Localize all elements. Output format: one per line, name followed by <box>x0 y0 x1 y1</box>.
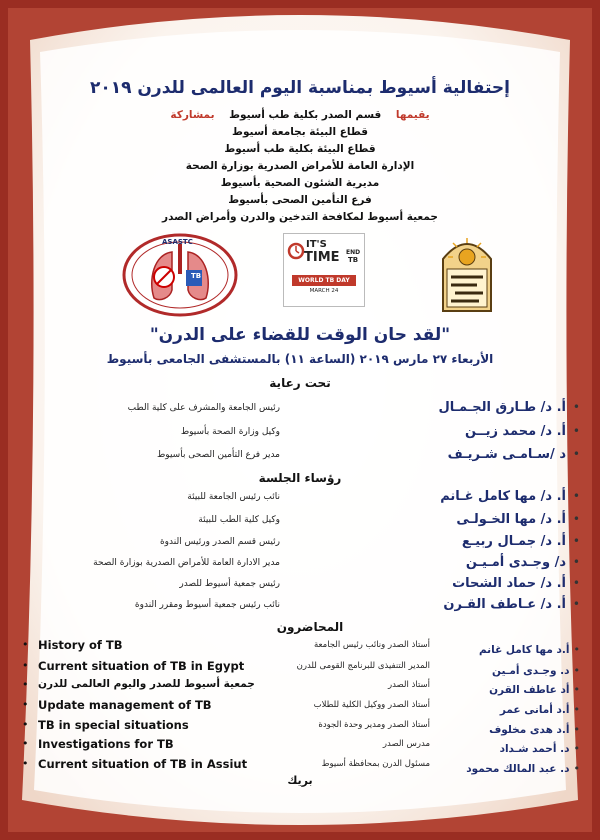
tb-badge-text: TB <box>190 272 202 280</box>
lecturer-role: أستاذ الصدر ونائب رئيس الجامعة <box>313 640 430 650</box>
world-tb-day-date: MARCH 24 <box>309 288 339 294</box>
bullet: • <box>22 659 29 672</box>
lecturer-role: مسئول الدرن بمحافظة أسيوط <box>321 759 430 769</box>
chair-row <box>60 555 580 573</box>
patron-row <box>60 447 580 465</box>
bullet: • <box>572 555 580 569</box>
lecture-topic: Current situation of TB in Egypt <box>38 659 245 673</box>
host-org: قسم الصدر بكلية طب أسيوط <box>229 109 382 121</box>
host-line <box>90 109 510 121</box>
lecturer-name: أ.د أمانى عمر <box>499 704 570 716</box>
lecturer-name: د. عبد المالك محمود <box>466 763 570 775</box>
patron-name: أ. د/ طـارق الجـمـال <box>438 400 566 415</box>
asastc-name: ASASTC <box>162 238 193 246</box>
chair-row <box>60 489 580 507</box>
patron-role: وكيل وزارة الصحة بأسيوط <box>180 427 280 437</box>
chair-role: نائب رئيس جمعية أسيوط ومقرر الندوة <box>134 600 280 610</box>
bullet: • <box>572 489 580 503</box>
tb-text: TB <box>348 256 359 264</box>
bullet: • <box>572 400 580 414</box>
lecturer-name: د. وجـدى أمـين <box>492 665 570 677</box>
bullet: • <box>572 512 580 526</box>
bullet: • <box>22 678 29 691</box>
bullet: • <box>22 757 29 770</box>
chair-role: وكيل كلية الطب للبيئة <box>198 515 280 525</box>
chair-name: أ. د/ جمـال ربيـع <box>461 534 566 549</box>
chair-name: أ. د/ عـاطف القـرن <box>443 597 566 612</box>
chair-row <box>60 597 580 615</box>
assiut-university-logo-icon <box>437 233 497 313</box>
chair-name: د/ وجـدى أمـيـن <box>465 555 566 570</box>
event-title: إحتفالية أسيوط بمناسبة اليوم العالمى للدرن ٢٠١٩ <box>89 78 511 98</box>
its-text: IT'S <box>306 239 327 250</box>
event-slogan: "لقد حان الوقت للقضاء على الدرن" <box>149 325 451 345</box>
patron-name: د /سـامـى شـريـف <box>447 447 566 462</box>
bullet: • <box>22 718 29 731</box>
lecturer-row <box>20 737 580 755</box>
chairs-heading: رؤساء الجلسة <box>258 471 342 485</box>
patron-role: رئيس الجامعة والمشرف على كلية الطب <box>127 403 280 413</box>
patron-row <box>60 424 580 442</box>
world-tb-day-label: WORLD TB DAY <box>292 275 356 286</box>
lecturer-name: أد عاطف القرن <box>489 684 570 696</box>
bullet: • <box>22 737 29 750</box>
org-line: فرع التأمين الصحى بأسيوط <box>228 194 372 206</box>
bullet: • <box>573 723 580 736</box>
bullet: • <box>573 643 580 656</box>
lecturer-row <box>20 678 580 696</box>
chair-role: مدير الادارة العامة للأمراض الصدرية بوزارة الصحة <box>93 558 280 568</box>
chair-name: أ. د/ مها كامل غـانم <box>440 489 566 504</box>
lecture-topic: TB in special situations <box>38 718 189 732</box>
partner-label: بمشاركة <box>170 109 215 121</box>
bullet: • <box>573 762 580 775</box>
lecturer-role: أستاذ الصدر <box>387 680 430 690</box>
patron-role: مدير فرع التأمين الصحى بأسيوط <box>156 450 280 460</box>
chair-row <box>60 576 580 594</box>
bullet: • <box>573 742 580 755</box>
org-line: قطاع البيئة بجامعة أسيوط <box>232 126 368 138</box>
end-text: END <box>346 249 361 256</box>
bullet: • <box>22 698 29 711</box>
lecturer-role: أستاذ الصدر ووكيل الكلية للطلاب <box>313 700 430 710</box>
lecture-topic: History of TB <box>38 638 123 652</box>
lecture-topic: جمعية أسيوط للصدر واليوم العالمى للدرن <box>38 678 255 690</box>
org-line: الإدارة العامة للأمراض الصدرية بوزارة الصحة <box>185 160 415 172</box>
lecturer-name: د. أحمد شـداد <box>499 743 570 755</box>
lecture-topic: Current situation of TB in Assiut <box>38 757 248 771</box>
host-label: يقيمها <box>395 109 430 121</box>
org-line: قطاع البيئة بكلية طب أسيوط <box>224 143 376 155</box>
patron-row <box>60 400 580 418</box>
clock-icon <box>287 242 305 260</box>
event-date: الأربعاء ٢٧ مارس ٢٠١٩ (الساعة ١١) بالمستشفى الجامعى بأسيوط <box>106 352 494 366</box>
lecturer-role: أستاذ الصدر ومدير وحدة الجودة <box>318 720 430 730</box>
assiut-university-logo <box>437 233 497 313</box>
lecturer-row <box>20 718 580 736</box>
chair-role: نائب رئيس الجامعة للبيئة <box>187 492 280 502</box>
bullet: • <box>573 703 580 716</box>
lecturer-name: أ.د هدى مخلوف <box>489 724 570 736</box>
chair-row <box>60 512 580 530</box>
bullet: • <box>572 424 580 438</box>
break-label: بريك <box>287 774 313 787</box>
lecturer-row <box>20 698 580 716</box>
lecturer-row <box>20 757 580 775</box>
patron-name: أ. د/ محمد زيــن <box>465 424 566 439</box>
lecturers-heading: المحاضرون <box>276 620 344 634</box>
lecturer-role: المدير التنفيذى للبرنامج القومى للدرن <box>296 661 430 671</box>
bullet: • <box>572 576 580 590</box>
org-line: مديرية الشئون الصحية بأسيوط <box>220 177 380 189</box>
chair-name: أ. د/ حماد الشحات <box>452 576 566 591</box>
lecturer-row <box>20 638 580 656</box>
bullet: • <box>573 683 580 696</box>
bullet: • <box>572 597 580 611</box>
chair-row <box>60 534 580 552</box>
chair-role: رئيس قسم الصدر ورئيس الندوة <box>159 537 280 547</box>
lecture-topic: Update management of TB <box>38 698 212 712</box>
chair-role: رئيس جمعية أسيوط للصدر <box>179 579 280 589</box>
lecturer-name: أ.د مها كامل غانم <box>478 644 570 656</box>
org-line: جمعية أسيوط لمكافحة التدخين والدرن وأمراض الصدر <box>162 211 438 223</box>
bullet: • <box>572 447 580 461</box>
bullet: • <box>572 534 580 548</box>
lecturer-role: مدرس الصدر <box>382 739 430 749</box>
bullet: • <box>22 638 29 651</box>
asastc-logo <box>120 232 240 317</box>
bullet: • <box>573 664 580 677</box>
patronage-heading: تحت رعاية <box>269 376 331 390</box>
world-tb-day-logo <box>283 233 365 307</box>
chair-name: أ. د/ مها الخـولـى <box>456 512 566 527</box>
time-text: TIME <box>304 250 340 265</box>
lecturer-row <box>20 659 580 677</box>
lecture-topic: Investigations for TB <box>38 737 174 751</box>
